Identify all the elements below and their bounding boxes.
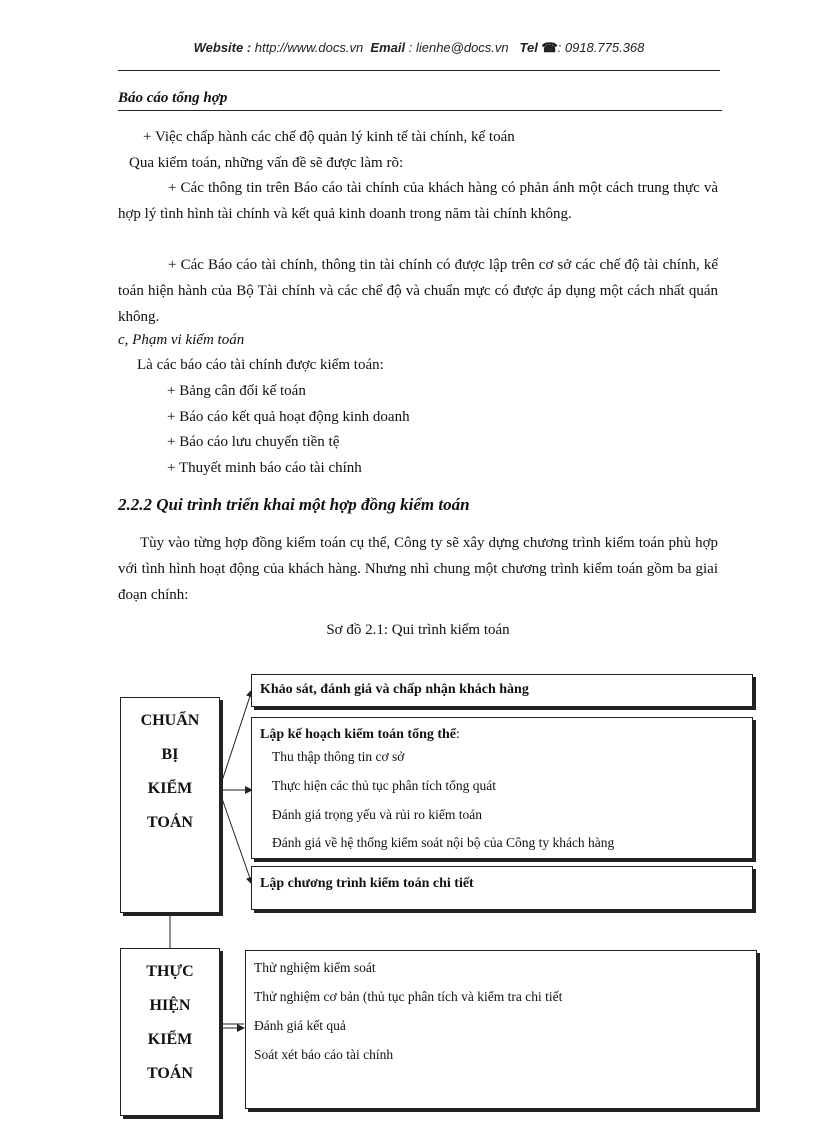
website-label: Website :: [193, 40, 252, 55]
scope-heading: c, Phạm vi kiểm toán: [118, 332, 245, 348]
body-line-2: Qua kiểm toán, những vấn đề sẽ được làm rõ:: [129, 155, 404, 171]
email-label: Email: [370, 40, 406, 55]
scope-item: + Thuyết minh báo cáo tài chính: [167, 460, 362, 476]
scope-intro: Là các báo cáo tài chính được kiểm toán:: [137, 357, 384, 373]
program-box: [251, 866, 753, 910]
survey-box: [251, 674, 753, 707]
doc-title: Báo cáo tổng hợp: [118, 90, 228, 106]
tel-value: : 0918.775.368: [557, 40, 645, 55]
stage-prepare-box: [120, 697, 220, 913]
stage-prepare-line: CHUẨN: [140, 712, 200, 729]
phone-icon: ☎: [541, 40, 558, 55]
tel-label: Tel: [519, 40, 538, 55]
section-paragraph: Tùy vào từng hợp đồng kiểm toán cụ thể, Công ty sẽ xây dựng chương trình kiểm toán phù hợp với tình hình hoạt động của khách hàng. Nhưng nhì chung một chương trình kiểm toán gồm ba giai đoạn chính:: [118, 535, 718, 603]
plan-item: Thực hiện các thủ tục phân tích tổng quát: [272, 778, 496, 793]
stage-prepare-line: KIỂM: [147, 780, 193, 797]
execute-item: Thử nghiệm kiểm soát: [254, 960, 376, 975]
section-heading: 2.2.2 Qui trình triển khai một hợp đồng kiểm toán: [118, 495, 470, 514]
stage-prepare-line: TOÁN: [147, 814, 193, 831]
stage-execute-line: TOÁN: [147, 1065, 193, 1082]
execute-box: [245, 950, 757, 1109]
email-value[interactable]: : lienhe@docs.vn: [408, 40, 509, 55]
arrow-to-program: [219, 790, 252, 884]
plan-item: Đánh giá trọng yếu và rủi ro kiểm toán: [272, 807, 482, 822]
plan-heading: [260, 725, 460, 743]
plan-item: Đánh giá về hệ thống kiểm soát nội bộ của Công ty khách hàng: [272, 835, 615, 850]
stage-execute-line: HIỆN: [149, 997, 191, 1014]
plan-title-colon: :: [456, 727, 460, 742]
scope-item: + Báo cáo lưu chuyển tiền tệ: [167, 434, 340, 450]
body-para-2: + Các Báo cáo tài chính, thông tin tài chính có được lập trên cơ sở các chế độ tài chính, kế toán hiện hành của Bộ Tài chính và các chế độ và chuẩn mực có được áp dụng một cách nhất quán không.: [118, 257, 718, 325]
scope-item: + Báo cáo kết quả hoạt động kinh doanh: [167, 409, 410, 425]
arrow-to-survey: [219, 690, 252, 790]
diagram-caption: Sơ đồ 2.1: Qui trình kiểm toán: [326, 622, 510, 638]
plan-item: Thu thập thông tin cơ sở: [272, 749, 405, 764]
execute-item: Thử nghiệm cơ bản (thủ tục phân tích và kiểm tra chi tiết: [254, 989, 563, 1004]
stage-execute-line: THỰC: [146, 963, 194, 980]
execute-item: Đánh giá kết quả: [254, 1018, 346, 1033]
execute-item: Soát xét báo cáo tài chính: [254, 1047, 394, 1062]
survey-title: Khảo sát, đánh giá và chấp nhận khách hàng: [260, 682, 529, 697]
plan-title: Lập kế hoạch kiểm toán tổng thể: [260, 727, 457, 742]
body-para-1: + Các thông tin trên Báo cáo tài chính của khách hàng có phản ánh một cách trung thực và hợp lý tình hình tài chính và kết quả kinh doanh trong năm tài chính không.: [118, 180, 718, 222]
website-value[interactable]: http://www.docs.vn: [254, 40, 364, 55]
stage-prepare-line: BỊ: [161, 746, 179, 763]
stage-execute-line: KIỂM: [147, 1031, 193, 1048]
program-title: Lập chương trình kiểm toán chi tiết: [260, 876, 474, 891]
plan-box: [251, 717, 753, 859]
body-line-1: + Việc chấp hành các chế độ quản lý kinh tế tài chính, kế toán: [143, 129, 515, 145]
scope-item: + Bảng cân đối kế toán: [167, 383, 306, 399]
stage-execute-box: [120, 948, 220, 1116]
